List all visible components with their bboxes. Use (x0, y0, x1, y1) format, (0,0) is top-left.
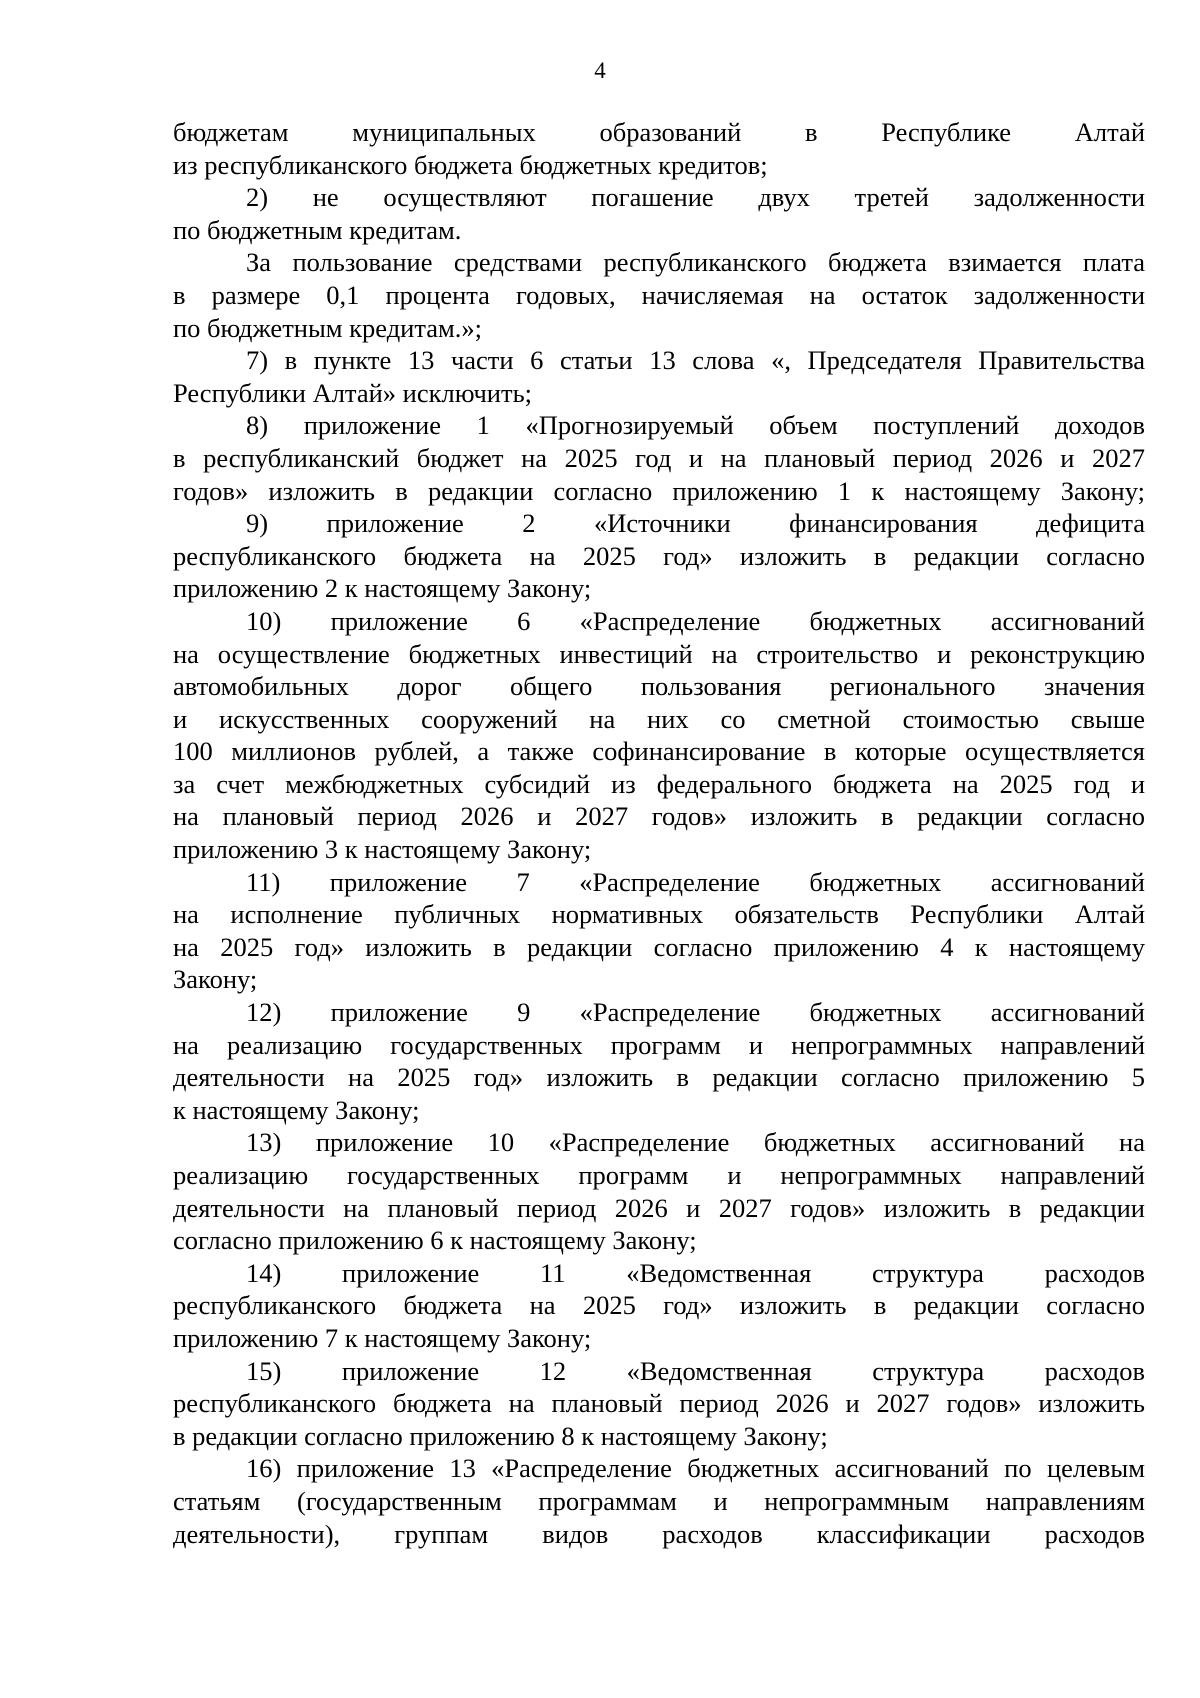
text-line: республиканского бюджета на 2025 год» изложить в редакции согласно (173, 1290, 1145, 1321)
text-line: деятельности), группам видов расходов классификации расходов (173, 1518, 1145, 1549)
page-number: 4 (594, 58, 606, 83)
text-line: годов» изложить в редакции согласно приложению 1 к настоящему Закону; (173, 475, 1145, 506)
text-line: по бюджетным кредитам. (173, 214, 462, 245)
text-line: на осуществление бюджетных инвестиций на строительство и реконструкцию (173, 638, 1145, 669)
text-line: согласно приложению 6 к настоящему Закону; (173, 1225, 697, 1256)
text-line: на плановый период 2026 и 2027 годов» изложить в редакции согласно (173, 801, 1145, 832)
text-line: республиканского бюджета на 2025 год» изложить в редакции согласно (173, 540, 1145, 571)
text-line: Республики Алтай» исключить; (173, 377, 533, 408)
text-line: 2) не осуществляют погашение двух третей задолженности (246, 182, 1145, 213)
text-line: в размере 0,1 процента годовых, начисляемая на остаток задолженности (173, 279, 1145, 310)
text-line: 15) приложение 12 «Ведомственная структура расходов (246, 1355, 1145, 1386)
text-line: на исполнение публичных нормативных обязательств Республики Алтай (173, 899, 1145, 930)
text-line: деятельности на 2025 год» изложить в редакции согласно приложению 5 (173, 1062, 1145, 1093)
text-line: 14) приложение 11 «Ведомственная структура расходов (246, 1257, 1145, 1288)
text-line: 16) приложение 13 «Распределение бюджетных ассигнований по целевым (246, 1453, 1145, 1484)
text-line: приложению 2 к настоящему Закону; (173, 573, 592, 604)
text-line: приложению 3 к настоящему Закону; (173, 834, 592, 865)
text-line: на реализацию государственных программ и непрограммных направлений (173, 1029, 1145, 1060)
document-body (173, 116, 1145, 1550)
text-line: в редакции согласно приложению 8 к настоящему Закону; (173, 1420, 828, 1451)
text-line: республиканского бюджета на плановый период 2026 и 2027 годов» изложить (173, 1388, 1145, 1419)
text-line: по бюджетным кредитам.»; (173, 312, 483, 343)
text-line: 13) приложение 10 «Распределение бюджетных ассигнований на (246, 1127, 1145, 1158)
text-line: в республиканский бюджет на 2025 год и на плановый период 2026 и 2027 (173, 442, 1145, 473)
text-line: за счет межбюджетных субсидий из федерального бюджета на 2025 год и (173, 768, 1145, 799)
text-line: 100 миллионов рублей, а также софинансирование в которые осуществляется (173, 736, 1145, 767)
text-line: к настоящему Закону; (173, 1094, 420, 1125)
text-line: 7) в пункте 13 части 6 статьи 13 слова «, Председателя Правительства (246, 345, 1145, 376)
text-line: Закону; (173, 964, 258, 995)
text-line: 8) приложение 1 «Прогнозируемый объем поступлений доходов (246, 410, 1145, 441)
text-line: деятельности на плановый период 2026 и 2027 годов» изложить в редакции (173, 1192, 1145, 1223)
text-line: автомобильных дорог общего пользования регионального значения (173, 671, 1145, 702)
text-line: 11) приложение 7 «Распределение бюджетных ассигнований (246, 866, 1145, 897)
text-line: бюджетам муниципальных образований в Республике Алтай (173, 117, 1145, 147)
text-line: из республиканского бюджета бюджетных кредитов; (173, 149, 768, 180)
text-line: приложению 7 к настоящему Закону; (173, 1322, 592, 1353)
text-line: За пользование средствами республиканского бюджета взимается плата (246, 247, 1145, 278)
text-line: на 2025 год» изложить в редакции согласно приложению 4 к настоящему (173, 931, 1145, 962)
text-line: 10) приложение 6 «Распределение бюджетных ассигнований (246, 605, 1145, 636)
text-line: и искусственных сооружений на них со сметной стоимостью свыше (173, 703, 1145, 734)
text-line: статьям (государственным программам и непрограммным направлениям (173, 1485, 1145, 1516)
text-line: реализацию государственных программ и непрограммных направлений (173, 1160, 1145, 1190)
text-line: 9) приложение 2 «Источники финансирования дефицита (246, 508, 1145, 539)
text-line: 12) приложение 9 «Распределение бюджетных ассигнований (246, 997, 1145, 1028)
